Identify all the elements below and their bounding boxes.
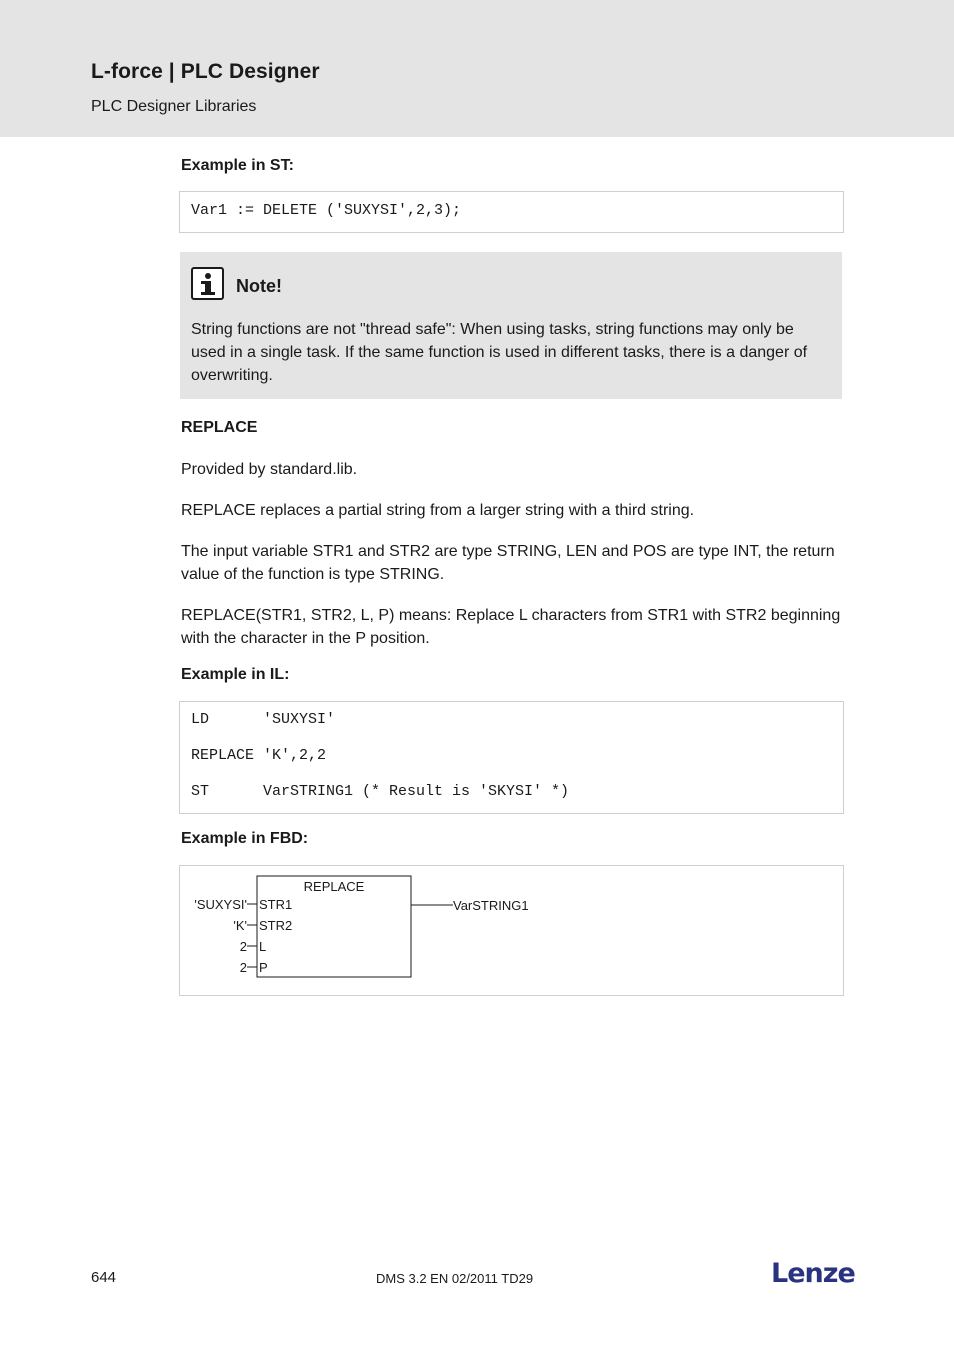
page-header [0,0,954,137]
note-text: String functions are not "thread safe": When using tasks, string functions may only be used in a single task. If the same function is used in different tasks, there is a danger of overwriting. [191,321,808,384]
section-subtitle: PLC Designer Libraries [91,98,257,115]
code-line: REPLACE 'K',2,2 [191,747,327,764]
input-value: 2 [239,939,247,954]
page-number: 644 [91,1269,117,1286]
input-value: 'K' [233,918,247,933]
example-il-heading: Example in IL: [181,666,290,683]
input-pin: L [259,939,267,954]
input-pin: STR2 [259,918,293,933]
example-st-code-box [179,191,844,233]
paragraph: Provided by standard.lib. [181,461,358,478]
output-value: VarSTRING1 [453,898,529,913]
paragraph: The input variable STR1 and STR2 are type STRING, LEN and POS are type INT, the return value of the function is type STRING. [181,543,835,583]
code-line: Var1 := DELETE ('SUXYSI',2,3); [191,202,462,219]
input-pin: STR1 [259,897,293,912]
block-name: REPLACE [303,879,365,894]
document-title: L-force | PLC Designer [91,60,320,83]
note-box [180,252,842,399]
paragraph: REPLACE replaces a partial string from a larger string with a third string. [181,502,695,519]
info-icon [191,267,224,300]
input-value: 2 [239,960,247,975]
input-value: 'SUXYSI' [194,897,247,912]
code-line: ST VarSTRING1 (* Result is 'SKYSI' *) [191,783,570,800]
example-fbd-heading: Example in FBD: [181,830,309,847]
example-il-code-box [179,701,844,814]
input-pin: P [259,960,268,975]
paragraph: REPLACE(STR1, STR2, L, P) means: Replace L characters from STR1 with STR2 beginning with the character in the P position. [181,607,841,647]
document-id: DMS 3.2 EN 02/2011 TD29 [376,1271,534,1286]
fbd-diagram-box [179,865,844,996]
fbd-diagram [180,866,843,995]
example-st-heading: Example in ST: [181,157,294,174]
lenze-logo: Lenze [771,1258,855,1289]
code-line: LD 'SUXYSI' [191,711,336,728]
note-label: Note! [236,276,282,296]
replace-heading: REPLACE [181,419,258,436]
